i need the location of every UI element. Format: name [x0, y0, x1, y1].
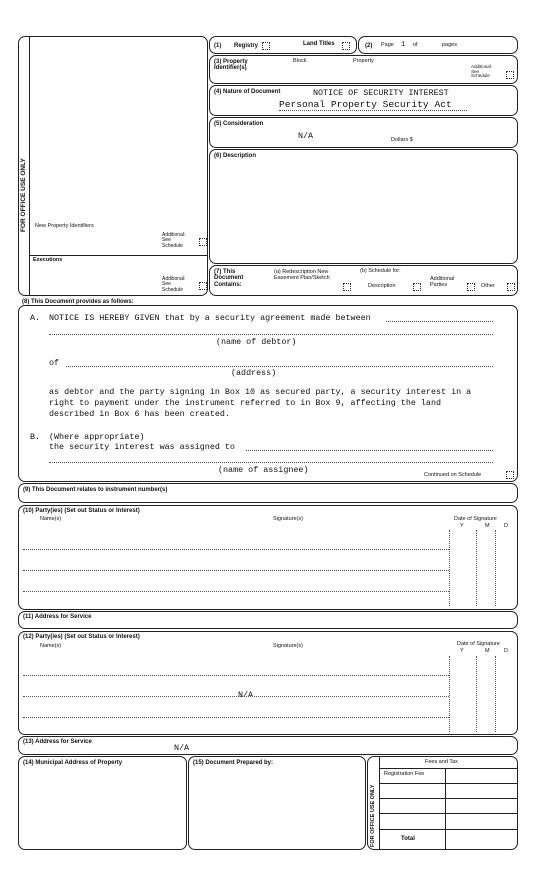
registry-label: Registry — [234, 43, 259, 49]
paragraph-line-2: right to payment under the instrument referred to in Box 9, affecting the land — [49, 398, 442, 408]
office-use-panel — [18, 36, 208, 296]
box-12-date-header: Date of Signature — [457, 641, 500, 647]
dollars-label: Dollars $ — [391, 137, 413, 143]
box-1-registry — [209, 36, 357, 54]
assignee-dots-1 — [246, 450, 493, 451]
nature-underline — [279, 110, 467, 111]
box-5-label: (5) Consideration — [214, 121, 264, 127]
section-b-line-2: the security interest was assigned to — [49, 442, 235, 452]
continued-checkbox[interactable] — [506, 471, 514, 479]
box-10-signatures-header: Signature(s) — [273, 516, 303, 522]
box-12-d: D — [504, 648, 508, 654]
box-12-na: N/A — [238, 690, 254, 700]
address-caption: (address) — [231, 368, 277, 378]
box-2-page — [358, 36, 518, 54]
debtor-dots-1 — [386, 321, 493, 322]
box-10-date-col-3 — [495, 530, 496, 606]
pages-label: pages — [442, 42, 457, 48]
additional-checkbox-1[interactable] — [199, 238, 207, 246]
description-schedule-label: Description — [368, 283, 396, 289]
registration-fee-label: Registration Fee — [384, 771, 425, 777]
box-10-d: D — [504, 523, 508, 529]
box-10-parties — [18, 505, 518, 610]
box-7a-label: (a) Redescription New Easement Plan/Sketch — [274, 269, 330, 282]
other-label: Other — [481, 283, 495, 289]
additional-parties-label: Additional Parties — [430, 276, 455, 289]
box-12-y: Y — [460, 648, 464, 654]
page-number: 1 — [401, 41, 406, 49]
box-8-provisions — [18, 305, 518, 482]
address-dots — [66, 366, 493, 367]
box-12-names-header: Name(s) — [40, 643, 62, 649]
box-12-date-col-3 — [495, 656, 496, 732]
box-11-address-for-service — [18, 611, 518, 629]
registry-checkbox[interactable] — [262, 42, 270, 50]
box-12-label: (12) Party(ies) (Set out Status or Interest) — [23, 634, 140, 640]
paragraph-line-3: described in Box 6 has been created. — [49, 409, 230, 419]
new-property-identifiers-label: New Property Identifiers — [35, 223, 94, 229]
box-10-row-1 — [23, 549, 449, 550]
box-6-label: (6) Description — [214, 153, 257, 159]
fees-office-use-border — [379, 757, 380, 849]
section-a-line-1: NOTICE IS HEREBY GIVEN that by a security agreement made between — [49, 313, 371, 323]
additional-label-2: Additional: See Schedule — [162, 276, 186, 293]
box-13-label: (13) Address for Service — [23, 739, 92, 745]
box-9-instrument-numbers — [18, 483, 518, 503]
box-10-date-header: Date of Signature — [454, 516, 497, 522]
assignee-dots-2 — [49, 462, 493, 463]
fees-divider-2 — [379, 798, 518, 799]
section-a-marker: A. — [30, 313, 41, 323]
box-3-label: (3) Property Identifier(s) — [214, 59, 248, 72]
additional-label-3: Additional: See Schedule — [471, 64, 493, 79]
fees-total-label: Total — [401, 836, 415, 842]
box-10-date-col-2 — [476, 530, 477, 606]
box-12-row-3 — [23, 717, 449, 718]
box-2-number: (2) — [365, 43, 373, 49]
box-7-document-contains — [209, 265, 518, 296]
box-5-consideration — [209, 117, 518, 148]
box-12-signatures-header: Signature(s) — [273, 643, 303, 649]
box-12-date-col-2 — [476, 656, 477, 732]
land-titles-label: Land Titles — [303, 41, 335, 47]
box-10-label: (10) Party(ies) (Set out Status or Interest) — [23, 508, 140, 514]
page-label: Page — [381, 42, 394, 48]
fees-divider-0 — [379, 768, 518, 769]
fees-and-tax-panel — [367, 756, 518, 850]
nature-line-1: NOTICE OF SECURITY INTEREST — [313, 88, 449, 98]
additional-checkbox-2[interactable] — [199, 282, 207, 290]
office-use-vertical-label: FOR OFFICE USE ONLY — [20, 158, 27, 232]
fees-divider-3 — [379, 813, 518, 814]
fees-title: Fees and Tax — [425, 759, 458, 765]
paragraph-line-1: as debtor and the party signing in Box 10 as secured party, a security interest in a — [49, 387, 472, 397]
box-10-names-header: Name(s) — [40, 516, 62, 522]
box-12-row-2 — [23, 696, 449, 697]
box-13-address-for-service — [18, 736, 518, 755]
section-b-line-1: (Where appropriate) — [49, 432, 145, 442]
box-8-label: (8) This Document provides as follows: — [22, 299, 134, 305]
box-9-label: (9) This Document relates to instrument number(s) — [23, 487, 168, 493]
box-13-na: N/A — [174, 743, 190, 753]
of-label: of — [413, 42, 418, 48]
box-14-label: (14) Municipal Address of Property — [23, 760, 123, 766]
box-15-label: (15) Document Prepared by: — [193, 760, 274, 766]
fees-divider-4 — [379, 829, 518, 830]
box-7b-label: (b) Schedule for: — [360, 268, 401, 274]
box-11-label: (11) Address for Service — [23, 614, 92, 620]
box-14-municipal-address — [18, 756, 187, 850]
redescription-checkbox[interactable] — [343, 283, 351, 291]
box-10-m: M — [485, 523, 490, 529]
box-4-nature-of-document — [209, 85, 518, 116]
box-15-prepared-by — [188, 756, 366, 850]
box-12-parties — [18, 631, 518, 735]
box-12-m: M — [485, 648, 490, 654]
section-b-marker: B. — [30, 432, 41, 442]
fees-divider-1 — [379, 783, 518, 784]
executions-divider — [29, 255, 207, 256]
box-10-date-col-1 — [449, 530, 450, 606]
name-of-assignee-caption: (name of assignee) — [218, 465, 309, 475]
box-6-description — [209, 149, 518, 264]
box-3-property-identifiers — [209, 55, 518, 84]
box-10-y: Y — [460, 523, 464, 529]
consideration-value: N/A — [298, 131, 314, 141]
executions-label: Executions — [33, 257, 63, 263]
box-12-date-col-1 — [449, 656, 450, 732]
additional-parties-checkbox[interactable] — [467, 283, 475, 291]
additional-checkbox-3[interactable] — [506, 71, 514, 79]
block-label: Block — [293, 58, 307, 64]
box-12-row-1 — [23, 675, 449, 676]
land-titles-checkbox[interactable] — [342, 42, 350, 50]
box-10-row-2 — [23, 570, 449, 571]
of-marker: of — [49, 358, 60, 368]
description-schedule-checkbox[interactable] — [413, 283, 421, 291]
office-use-bottom-label: FOR OFFICE USE ONLY — [370, 784, 376, 847]
nature-line-2: Personal Property Security Act — [279, 99, 452, 110]
box-7-label: (7) This Document Contains: — [214, 269, 244, 288]
additional-label-1: Additional: See Schedule — [162, 232, 186, 249]
name-of-debtor-caption: (name of debtor) — [216, 337, 297, 347]
other-checkbox[interactable] — [507, 283, 515, 291]
box-10-row-3 — [23, 591, 449, 592]
office-use-left-border — [29, 37, 30, 295]
fees-amount-divider — [445, 768, 446, 849]
debtor-dots-2 — [49, 334, 493, 335]
box-1-number: (1) — [214, 43, 222, 49]
property-label: Property — [353, 58, 374, 64]
box-4-label: (4) Nature of Document — [214, 89, 281, 95]
continued-on-schedule-label: Continued on Schedule — [424, 472, 482, 478]
